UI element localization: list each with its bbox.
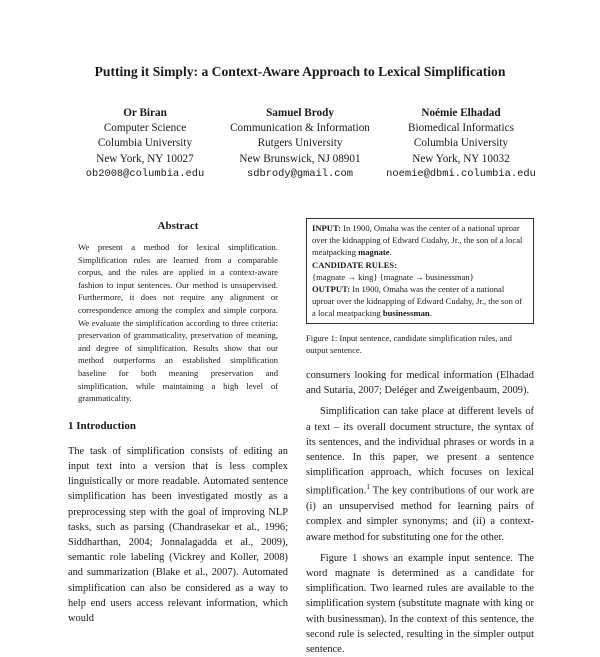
author-dept: Communication & Information bbox=[230, 122, 370, 135]
section-heading-introduction: 1 Introduction bbox=[68, 419, 136, 432]
author-addr: New York, NY 10027 bbox=[96, 152, 194, 165]
rules-label: CANDIDATE RULES: bbox=[312, 259, 398, 270]
author-email: ob2008@columbia.edu bbox=[85, 167, 205, 180]
right-para-3: Figure 1 shows an example input sentence. The word magnate is determined as a candidate for simplification. Two learned rules are available to the simplification system (substitute magnate with king or with businessman). In the context of this sentence, the second rule is selected, resulting in the simpler output sentence. bbox=[306, 552, 534, 655]
author-name: Noémie Elhadad bbox=[421, 107, 501, 119]
author-addr: New York, NY 10032 bbox=[412, 152, 510, 165]
author-block-1 bbox=[80, 106, 210, 182]
author-block-3 bbox=[376, 106, 546, 182]
author-email: noemie@dbmi.columbia.edu bbox=[386, 167, 536, 180]
paper-title: Putting it Simply: a Context-Aware Approach to Lexical Simplification bbox=[94, 64, 506, 79]
output-label: OUTPUT: bbox=[312, 284, 351, 295]
right-para-1: consumers looking for medical information (Elhadad and Sutaria, 2007; Deléger and Zweigenbaum, 2009). bbox=[306, 370, 534, 397]
abstract-text: We present a method for lexical simplification. Simplification rules are learned from a comparable corpus, and the rules are applied in a context-aware fashion to input sentences. Our method is unsupervised. Furthermore, it does not require any alignment or correspondence among the complex and simple corpora. We evaluate the simplification according to three criteria: preservation of grammaticality, preservation of meaning, and degree of simplification. Results show that our method outperforms an established simplification baseline for both meaning preservation and simplification, while maintaining a high level of grammaticality. bbox=[78, 242, 278, 404]
author-addr: New Brunswick, NJ 08901 bbox=[239, 152, 361, 165]
introduction-text: The task of simplification consists of editing an input text into a version that is less complex linguistically or more readable. Automated sentence simplification has been investigated mostly as a preprocessing step with the goal of improving NLP tasks, such as parsing (Chandrasekar et al., 1996; Siddharthan, 2004; Jonnalagadda et al., 2009), semantic role labeling (Vickrey and Koller, 2008) and summarization (Blake et al., 2007). Automated simplification can also be considered as a way to help end users access relevant information, which would bbox=[68, 445, 288, 624]
author-inst: Columbia University bbox=[413, 137, 509, 150]
author-inst: Rutgers University bbox=[257, 137, 343, 150]
left-column bbox=[68, 220, 288, 626]
figure-1-caption: Figure 1: Input sentence, candidate simplification rules, and output sentence. bbox=[306, 332, 512, 355]
figure-output: OUTPUT: In 1900, Omaha was the center of a national uproar over the kidnapping of Edward Cudahy, Jr., the son of a local meatpacking businessman. bbox=[312, 284, 523, 319]
figure-1-box bbox=[306, 218, 534, 324]
input-word: magnate bbox=[358, 247, 390, 258]
footnote-marker: 1 bbox=[366, 483, 370, 492]
input-label: INPUT: bbox=[312, 223, 341, 233]
right-column bbox=[306, 218, 534, 657]
author-name: Or Biran bbox=[123, 107, 167, 119]
author-inst: Columbia University bbox=[97, 137, 193, 150]
right-para-2-text: Simplification can take place at different levels of a text – its overall document structure, the syntax of its sentences, and the individual phrases or words in a sentence. In this paper, we present a sentence simplification approach, which focuses on lexical simplification. bbox=[306, 406, 534, 497]
right-para-2-cont: The key contributions of our work are (i) an unsupervised method for learning pairs of complex and simpler synonyms; and (ii) a context-aware method for substituting one for the other. bbox=[306, 485, 534, 543]
author-dept: Biomedical Informatics bbox=[408, 122, 514, 135]
author-block-2 bbox=[216, 106, 384, 182]
output-text: In 1900, Omaha was the center of a national uproar over the kidnapping of Edward Cudahy, Jr., the son of a local meatpacking bbox=[312, 284, 523, 319]
author-name: Samuel Brody bbox=[266, 107, 334, 119]
figure-input: INPUT: In 1900, Omaha was the center of a national uproar over the kidnapping of Edward Cudahy, Jr., the son of a local meatpacking magnate. bbox=[312, 223, 523, 258]
output-word: businessman bbox=[382, 308, 430, 319]
abstract-heading: Abstract bbox=[157, 220, 199, 232]
right-para-2 bbox=[306, 404, 534, 544]
author-dept: Computer Science bbox=[103, 122, 187, 135]
figure-rules-label bbox=[312, 259, 528, 271]
input-text: In 1900, Omaha was the center of a national uproar over the kidnapping of Edward Cudahy, Jr., the son of a local meatpacking bbox=[312, 223, 523, 258]
figure-rules: {magnate → king} {magnate → businessman} bbox=[312, 271, 474, 282]
author-email: sdbrody@gmail.com bbox=[246, 167, 353, 180]
